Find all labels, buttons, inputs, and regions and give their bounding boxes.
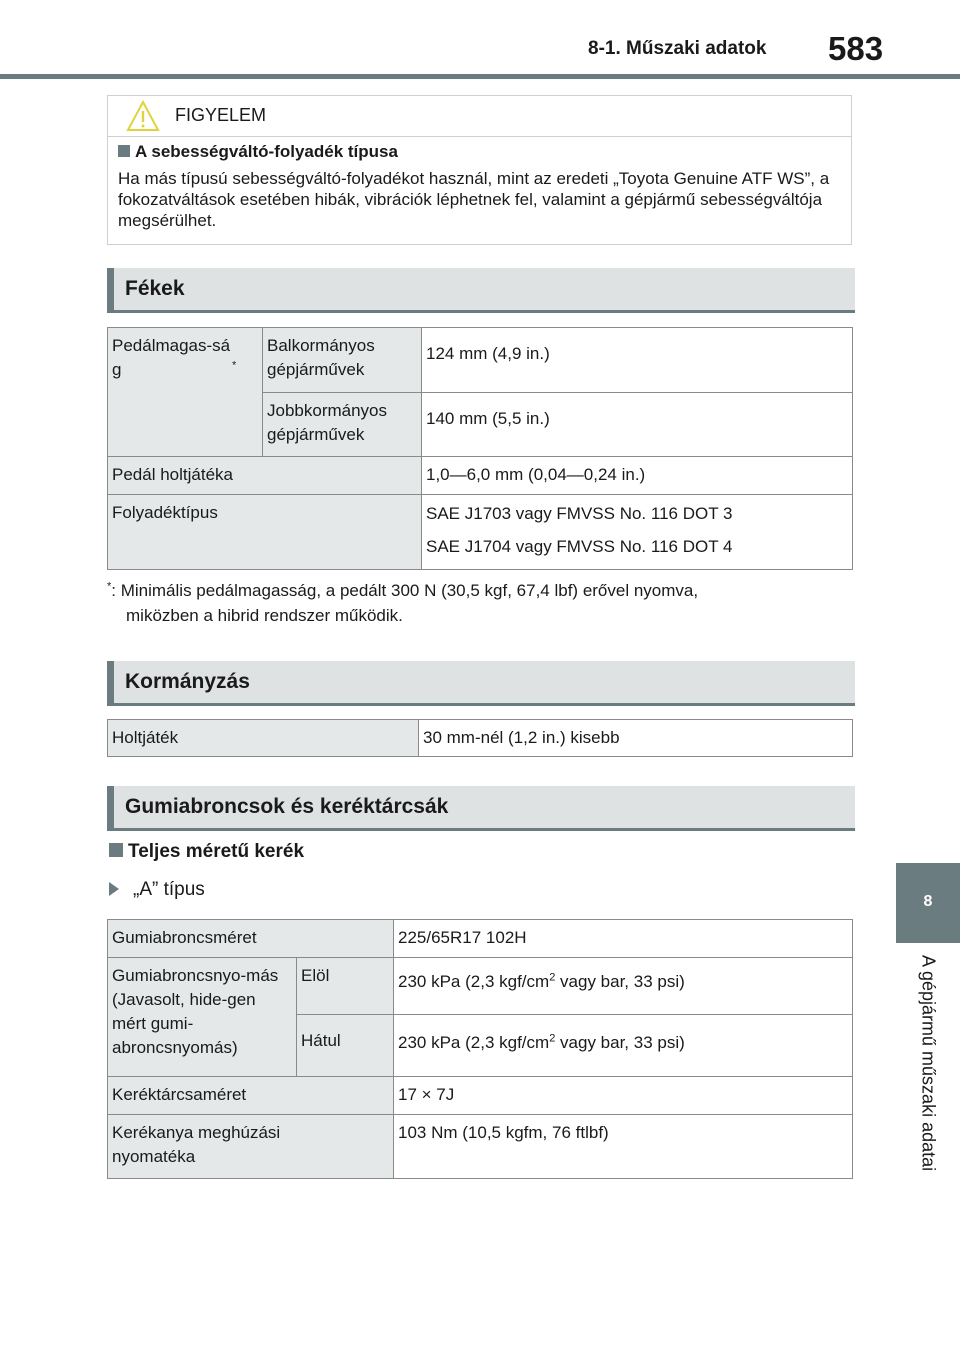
triangle-bullet-icon xyxy=(109,882,119,896)
footnote-mark: * xyxy=(107,580,112,593)
nut-torque-value-cell xyxy=(394,1115,853,1179)
rhd-label-cell xyxy=(263,393,422,457)
warning-subheading xyxy=(118,142,398,162)
nut-torque-label-cell xyxy=(108,1115,394,1179)
tires-table xyxy=(107,919,853,1179)
free-play-label: Pedál holtjátéka xyxy=(112,465,233,484)
front-label-cell xyxy=(297,958,394,1015)
footnote-line-1: : Minimális pedálmagasság, a pedált 300 N (30,5 kgf, 67,4 lbf) erővel nyomva, xyxy=(111,581,699,600)
fluid-label: Folyadéktípus xyxy=(112,503,218,522)
rear-value: 230 kPa (2,3 kgf/cm xyxy=(398,1033,550,1052)
tires-subheading-text: Teljes méretű kerék xyxy=(128,841,305,862)
tire-pressure-label-cell xyxy=(108,958,297,1077)
chapter-title: A gépjármű műszaki adatai xyxy=(918,955,939,1172)
wheel-size-value-cell xyxy=(394,1077,853,1115)
warning-subheading-text: A sebességváltó-folyadék típusa xyxy=(135,142,398,161)
tire-size-label-cell xyxy=(108,920,394,958)
lhd-label-cell xyxy=(263,328,422,393)
chapter-tab xyxy=(896,863,960,943)
section-steering-title: Kormányzás xyxy=(125,670,250,693)
pedal-height-mark: * xyxy=(232,359,237,372)
lhd-value: 124 mm (4,9 in.) xyxy=(426,344,550,363)
rhd-value: 140 mm (5,5 in.) xyxy=(426,409,550,428)
wheel-size-value: 17 × 7J xyxy=(398,1085,455,1104)
free-play-label-cell xyxy=(108,457,422,495)
tire-pressure-label: Gumiabroncsnyo-más (Javasolt, hide-gen mért gumi-abroncsnyomás) xyxy=(112,966,279,1057)
rear-value-exponent: 2 xyxy=(549,1032,556,1045)
brakes-footnote xyxy=(107,578,867,628)
section-brakes-title: Fékek xyxy=(125,277,185,300)
nut-torque-value: 103 Nm (10,5 kgfm, 76 ftlbf) xyxy=(398,1123,609,1142)
wheel-size-label-cell xyxy=(108,1077,394,1115)
tire-size-label: Gumiabroncsméret xyxy=(112,928,257,947)
warning-header xyxy=(108,96,851,137)
fluid-value-2: SAE J1704 vagy FMVSS No. 116 DOT 4 xyxy=(426,537,733,556)
section-brakes xyxy=(107,268,855,313)
front-value-cell xyxy=(394,958,853,1015)
rhd-label: Jobbkormányos gépjárművek xyxy=(267,401,388,444)
warning-text: Ha más típusú sebességváltó-folyadékot használ, mint az eredeti „Toyota Genuine ATF WS”, a fokozatváltások esetében hibák, vibrációk léphetnek fel, valamint a gépjármű sebességváltója megsérülhet. xyxy=(118,169,830,230)
tire-size-value: 225/65R17 102H xyxy=(398,928,527,947)
rhd-value-cell xyxy=(422,393,853,457)
front-value: 230 kPa (2,3 kgf/cm xyxy=(398,972,550,991)
front-value-suffix: vagy bar, 33 psi) xyxy=(555,972,685,991)
warning-box xyxy=(107,95,852,245)
warning-triangle-icon xyxy=(126,100,160,137)
rear-value-cell xyxy=(394,1015,853,1077)
section-tires-title: Gumiabroncsok és keréktárcsák xyxy=(125,795,449,818)
section-tires xyxy=(107,786,855,831)
chapter-number: 8 xyxy=(923,893,933,910)
lhd-label: Balkormányos gépjárművek xyxy=(267,336,375,379)
tires-subheading xyxy=(109,841,304,863)
free-play-value: 1,0—6,0 mm (0,04—0,24 in.) xyxy=(426,465,646,484)
steering-free-play-label: Holtjáték xyxy=(112,728,179,747)
steering-free-play-value-cell xyxy=(419,720,853,757)
section-header-title: 8-1. Műszaki adatok xyxy=(588,38,767,59)
lhd-value-cell xyxy=(422,328,853,393)
pedal-height-label-cell xyxy=(108,328,263,457)
wheel-size-label: Keréktárcsaméret xyxy=(112,1085,247,1104)
section-steering xyxy=(107,661,855,706)
fluid-value-1: SAE J1703 vagy FMVSS No. 116 DOT 3 xyxy=(426,504,733,523)
square-bullet-icon xyxy=(118,145,130,157)
header-rule xyxy=(0,74,960,79)
rear-label: Hátul xyxy=(301,1031,341,1050)
fluid-value-cell xyxy=(422,495,853,570)
steering-free-play-label-cell xyxy=(108,720,419,757)
page-number: 583 xyxy=(828,30,884,67)
pedal-height-label: Pedálmagas-ság xyxy=(112,336,231,379)
brakes-table xyxy=(107,327,853,570)
tire-type-bullet xyxy=(109,879,205,901)
square-bullet-icon xyxy=(109,843,123,857)
rear-label-cell xyxy=(297,1015,394,1077)
front-value-exponent: 2 xyxy=(549,971,556,984)
nut-torque-label: Kerékanya meghúzási nyomatéka xyxy=(112,1123,281,1166)
footnote-line-2: miközben a hibrid rendszer működik. xyxy=(126,606,403,625)
fluid-label-cell xyxy=(108,495,422,570)
rear-value-suffix: vagy bar, 33 psi) xyxy=(555,1033,685,1052)
tire-size-value-cell xyxy=(394,920,853,958)
warning-title: FIGYELEM xyxy=(175,105,267,125)
free-play-value-cell xyxy=(422,457,853,495)
tire-type-label: „A” típus xyxy=(133,879,205,900)
chapter-title-vertical xyxy=(896,955,960,1215)
front-label: Elöl xyxy=(301,966,330,985)
steering-free-play-value: 30 mm-nél (1,2 in.) kisebb xyxy=(423,728,620,747)
steering-table xyxy=(107,719,853,757)
